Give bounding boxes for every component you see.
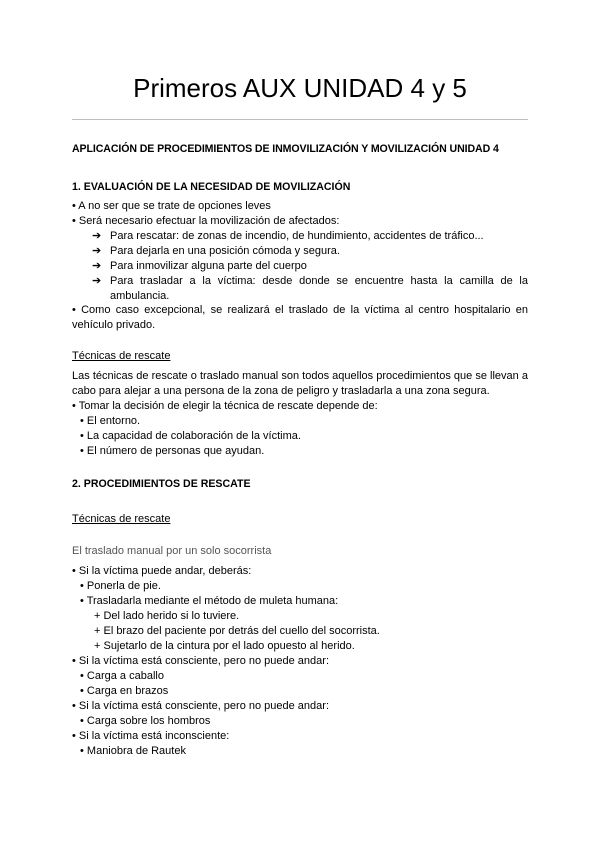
sub-list-item: • Carga en brazos (80, 685, 169, 697)
list-item: • Si la víctima está consciente, pero no puede andar: (72, 700, 330, 712)
list-item: • Si la víctima puede andar, deberás: (72, 565, 252, 577)
tecnicas-paragraph: Las técnicas de rescate o traslado manual son todos aquellos procedimientos que se llevan a cabo para alejar a una persona de la zona de peligro y trasladarla a una zona segura. (72, 370, 528, 397)
list-item: • Si la víctima está inconsciente: (72, 730, 230, 742)
list-item: • Como caso excepcional, se realizará el traslado de la víctima al centro hospitalario en vehículo privado. (72, 304, 528, 331)
sub-list-item: • Carga sobre los hombros (80, 715, 211, 727)
sub-list-item: • El número de personas que ayudan. (80, 445, 265, 457)
main-heading: APLICACIÓN DE PROCEDIMIENTOS DE INMOVILIZACIÓN Y MOVILIZACIÓN UNIDAD 4 (72, 143, 499, 155)
arrow-item-text: Para trasladar a la víctima: desde donde se encuentre hasta la camilla de la ambulancia. (110, 275, 528, 302)
sub-sub-list-item: + Del lado herido si lo tuviere. (94, 610, 240, 622)
section-1-heading: 1. EVALUACIÓN DE LA NECESIDAD DE MOVILIZACIÓN (72, 181, 351, 193)
sub-sub-list-item: + Sujetarlo de la cintura por el lado opuesto al herido. (94, 640, 355, 652)
arrow-item-text: Para rescatar: de zonas de incendio, de hundimiento, accidentes de tráfico... (110, 230, 484, 242)
arrow-right-icon: ➔ (92, 245, 102, 257)
sub-list-item: • Carga a caballo (80, 670, 164, 682)
list-item: • Si la víctima está consciente, pero no puede andar: (72, 655, 330, 667)
section-2-heading: 2. PROCEDIMIENTOS DE RESCATE (72, 478, 251, 490)
document-title: Primeros AUX UNIDAD 4 y 5 (133, 73, 467, 103)
list-item: • Tomar la decisión de elegir la técnica de rescate depende de: (72, 400, 378, 412)
sub-list-item: • El entorno. (80, 415, 141, 427)
sub-list-item: • Trasladarla mediante el método de muleta humana: (80, 595, 339, 607)
arrow-item (92, 274, 528, 304)
sub-sub-list-item: + El brazo del paciente por detrás del cuello del socorrista. (94, 625, 380, 637)
sub-list-item: • Ponerla de pie. (80, 580, 161, 592)
arrow-right-icon: ➔ (92, 230, 102, 242)
arrow-item-text: Para inmovilizar alguna parte del cuerpo (110, 260, 307, 272)
arrow-right-icon: ➔ (92, 260, 102, 272)
title-divider (72, 119, 528, 120)
tecnicas-rescate-heading: Técnicas de rescate (72, 350, 171, 362)
arrow-right-icon: ➔ (92, 275, 102, 287)
list-item: • A no ser que se trate de opciones leves (72, 200, 271, 212)
list-item: • Será necesario efectuar la movilización de afectados: (72, 215, 340, 227)
arrow-item (92, 259, 307, 274)
arrow-item (92, 244, 340, 259)
arrow-item-text: Para dejarla en una posición cómoda y segura. (110, 245, 340, 257)
arrow-item (92, 229, 484, 244)
sub-list-item: • La capacidad de colaboración de la víctima. (80, 430, 301, 442)
tecnicas-rescate-heading: Técnicas de rescate (72, 513, 171, 525)
subheading: El traslado manual por un solo socorrista (72, 545, 272, 557)
sub-list-item: • Maniobra de Rautek (80, 745, 186, 757)
